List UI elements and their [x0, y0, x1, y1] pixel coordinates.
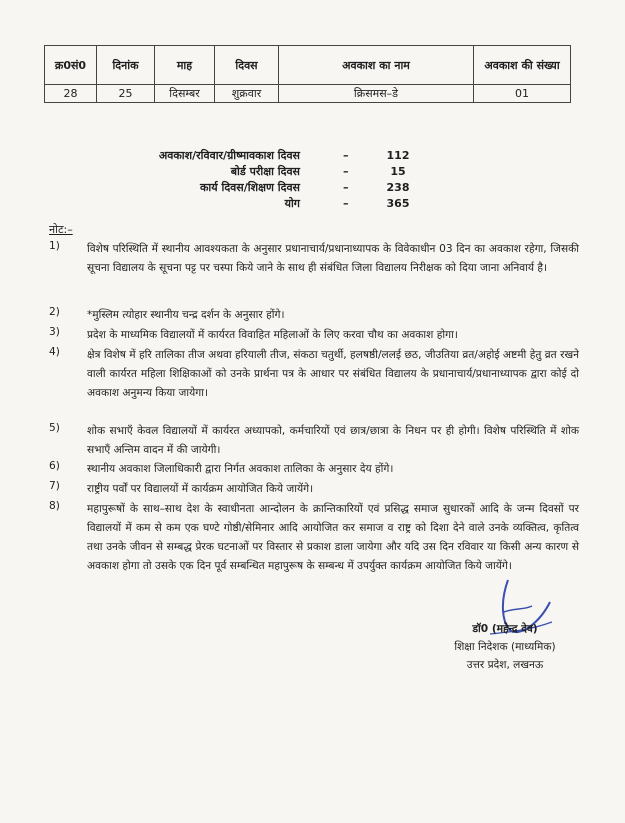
notes-heading: नोट:–	[49, 223, 73, 236]
cell-holiday-name: क्रिसमस–डे	[279, 85, 474, 103]
table-header-row	[45, 46, 571, 85]
note-number: 5)	[49, 422, 60, 434]
note-text: क्षेत्र विशेष में हरि तालिका तीज अथवा हरियाली तीज, संकठा चतुर्थी, हलषष्ठी/ललई छठ, जीउतिया व्रत/अहोई अष्टमी हेतु व्रत रखने वाली कार्यरत महिला शिक्षिकाओं को उनके प्रार्थना पत्र के आधार पर संबंधित विद्यालय के प्रधानाचार्य/प्रधानाध्यापक द्वारा कोई दो अवकाश अनुमन्य किया जायेगा।	[87, 349, 579, 399]
holiday-table	[44, 45, 571, 103]
summary-dash: –	[343, 149, 349, 162]
note-number: 8)	[49, 500, 60, 512]
signatory-name: डॉ0 (महेन्द्र देव)	[472, 623, 538, 635]
summary-label: अवकाश/रविवार/ग्रीष्मावकाश दिवस	[158, 149, 300, 162]
summary-value: 15	[390, 165, 406, 178]
cell-date: 25	[97, 85, 155, 103]
cell-month: दिसम्बर	[155, 85, 215, 103]
note-text: प्रदेश के माध्यमिक विद्यालयों में कार्यरत विवाहित महिलाओं के लिए करवा चौथ का अवकाश होगा।	[87, 329, 458, 341]
summary-row	[130, 180, 450, 196]
cell-holiday-count: 01	[474, 85, 571, 103]
summary-row	[130, 164, 450, 180]
cell-serial: 28	[45, 85, 97, 103]
signatory-location: उत्तर प्रदेश, लखनऊ	[466, 659, 544, 671]
signature-block	[420, 620, 590, 674]
note-number: 1)	[49, 240, 60, 252]
summary-dash: –	[343, 197, 349, 210]
note-number: 2)	[49, 306, 60, 318]
summary-row	[130, 196, 450, 212]
table-row	[45, 85, 571, 103]
days-summary	[130, 148, 450, 212]
note-text: महापुरूषों के साथ–साथ देश के स्वाधीनता आन्दोलन के क्रान्तिकारियों एवं प्रसिद्ध समाज सुधारकों आदि के जन्म दिवसों पर विद्यालयों में कम से कम एक घण्टे गोष्ठी/सेमिनार आदि आयोजित कर समाज व राष्ट्र को दिशा देने वाले उनके व्यक्तित्व, कृतित्व तथा उनके जीवन से सम्बद्ध प्रेरक घटनाओं पर विस्तार से प्रकाश डाला जायेगा और यदि उस दिन रविवार या किसी अन्य कारण से अवकाश होगा तो उसके एक दिन पूर्व सम्बन्धित महापुरूष के सम्बन्ध में उपर्युक्त कार्यक्रम आयोजित किये जायेंगे।	[87, 503, 579, 572]
header-month: माह	[155, 46, 215, 85]
note-number: 6)	[49, 460, 60, 472]
header-serial: क्र0सं0	[45, 46, 97, 85]
note-text: विशेष परिस्थिति में स्थानीय आवश्यकता के अनुसार प्रधानाचार्य/प्रधानाध्यापक के विवेकाधीन 03 दिन का अवकाश रहेगा, जिसकी सूचना विद्यालय के सूचना पट्ट पर चस्पा किये जाने के साथ ही संबंधित जिला विद्यालय निरीक्षक को दिया जाना अनिवार्य है।	[87, 243, 579, 274]
summary-label: बोर्ड परीक्षा दिवस	[230, 165, 300, 178]
summary-value: 238	[386, 181, 410, 194]
signatory-designation: शिक्षा निदेशक (माध्यमिक)	[454, 641, 556, 653]
summary-label: योग	[284, 197, 300, 210]
note-text: *मुस्लिम त्योहार स्थानीय चन्द्र दर्शन के अनुसार होंगे।	[87, 309, 285, 321]
note-number: 7)	[49, 480, 60, 492]
header-holiday-count: अवकाश की संख्या	[474, 46, 571, 85]
summary-value: 365	[386, 197, 410, 210]
note-text: स्थानीय अवकाश जिलाधिकारी द्वारा निर्गत अवकाश तालिका के अनुसार देय होंगे।	[87, 463, 394, 475]
note-text: शोक सभाएँ केवल विद्यालयों में कार्यरत अध्यापको, कर्मचारियों एवं छात्र/छात्रा के निधन पर ही होगी। विशेष परिस्थिति में शोक सभाएँ अन्तिम वादन में की जायेगी।	[87, 425, 579, 456]
cell-day: शुक्रवार	[215, 85, 279, 103]
summary-label: कार्य दिवस/शिक्षण दिवस	[199, 181, 300, 194]
note-text: राष्ट्रीय पर्वों पर विद्यालयों में कार्यक्रम आयोजित किये जायेंगे।	[87, 483, 314, 495]
header-day: दिवस	[215, 46, 279, 85]
summary-dash: –	[343, 181, 349, 194]
header-date: दिनांक	[97, 46, 155, 85]
note-number: 4)	[49, 346, 60, 358]
header-holiday-name: अवकाश का नाम	[279, 46, 474, 85]
summary-dash: –	[343, 165, 349, 178]
summary-value: 112	[386, 149, 410, 162]
note-number: 3)	[49, 326, 60, 338]
summary-row	[130, 148, 450, 164]
